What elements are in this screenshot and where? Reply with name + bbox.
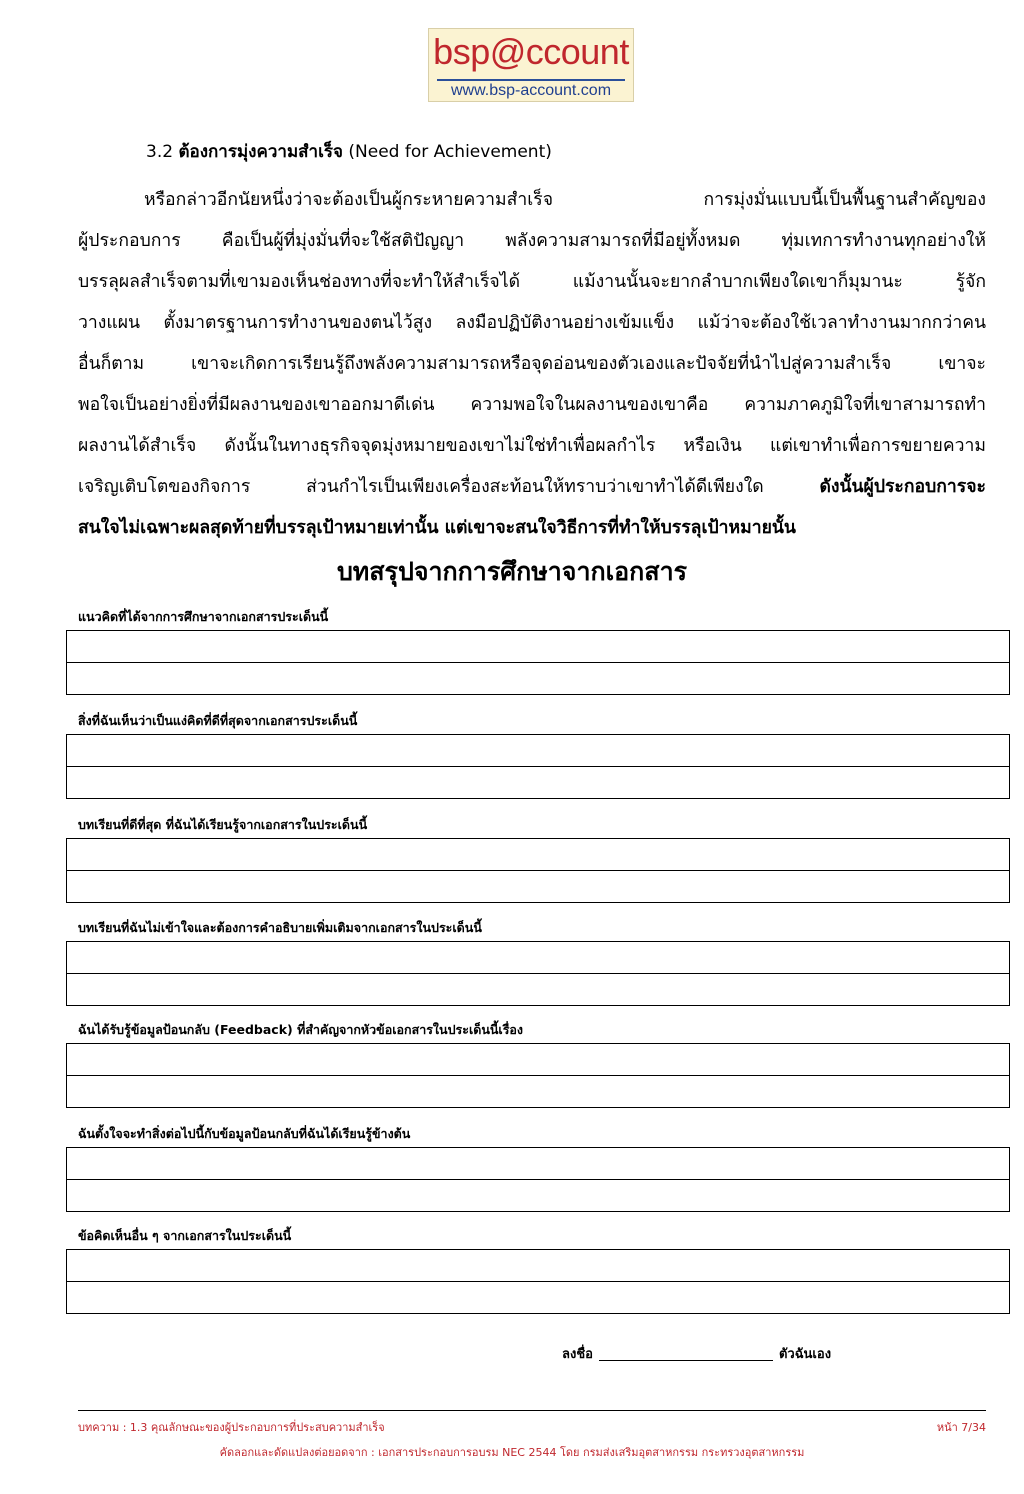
answer-box bbox=[66, 1147, 1010, 1212]
section-label: บทเรียนที่ฉันไม่เข้าใจและต้องการคำอธิบายเพิ่มเติมจากเอกสารในประเด็นนี้ bbox=[78, 920, 482, 935]
answer-box bbox=[66, 734, 1010, 799]
answer-box bbox=[66, 630, 1010, 695]
section-label: ข้อคิดเห็นอื่น ๆ จากเอกสารในประเด็นนี้ bbox=[78, 1228, 292, 1243]
body-line-text: เจริญเติบโตของกิจการ ส่วนกำไรเป็นเพียงเครื่องสะท้อนให้ทราบว่าเขาทำได้ดีเพียงใด bbox=[78, 477, 764, 497]
summary-title: บทสรุปจากการศึกษาจากเอกสาร bbox=[336, 557, 688, 586]
logo-text: bsp@ccount bbox=[433, 31, 629, 72]
heading-number: 3.2 bbox=[146, 142, 174, 162]
body-line: ผู้ประกอบการ คือเป็นผู้ที่มุ่งมั่นที่จะใช้สติปัญญา พลังความสามารถที่มีอยู่ทั้งหมด ทุ่มเทการทำงานทุกอย่างให้ bbox=[78, 231, 986, 251]
body-line-bold-text: ดังนั้นผู้ประกอบการจะ bbox=[819, 477, 987, 497]
heading-title-en: (Need for Achievement) bbox=[348, 142, 552, 162]
company-logo bbox=[428, 28, 634, 102]
section-heading bbox=[146, 138, 552, 165]
summary-section bbox=[66, 711, 1010, 799]
footer-page-number: หน้า 7/34 bbox=[936, 1421, 986, 1434]
section-label: ฉันตั้งใจจะทำสิ่งต่อไปนี้กับข้อมูลป้อนกลับที่ฉันได้เรียนรู้ข้างต้น bbox=[78, 1126, 411, 1141]
section-label: แนวคิดที่ได้จากการศึกษาจากเอกสารประเด็นนี้ bbox=[78, 609, 329, 624]
answer-box bbox=[66, 1043, 1010, 1108]
answer-field[interactable] bbox=[67, 1044, 1009, 1075]
answer-field[interactable] bbox=[67, 1281, 1009, 1313]
summary-section bbox=[66, 815, 1010, 903]
section-label: บทเรียนที่ดีที่สุด ที่ฉันได้เรียนรู้จากเอกสารในประเด็นนี้ bbox=[78, 817, 368, 832]
footer-article-title: บทความ : 1.3 คุณลักษณะของผู้ประกอบการที่ประสบความสำเร็จ bbox=[78, 1421, 385, 1434]
body-line: อื่นก็ตาม เขาจะเกิดการเรียนรู้ถึงพลังความสามารถหรือจุดอ่อนของตัวเองและปัจจัยที่นำไปสู่ความสำเร็จ เขาจะ bbox=[78, 354, 986, 374]
signature-field[interactable] bbox=[599, 1360, 773, 1361]
answer-box bbox=[66, 838, 1010, 903]
heading-title-th: ต้องการมุ่งความสำเร็จ bbox=[178, 142, 343, 162]
answer-field[interactable] bbox=[67, 1148, 1009, 1179]
answer-field[interactable] bbox=[67, 973, 1009, 1005]
logo-divider bbox=[437, 79, 625, 81]
answer-field[interactable] bbox=[67, 870, 1009, 902]
answer-field[interactable] bbox=[67, 839, 1009, 870]
body-line: วางแผน ตั้งมาตรฐานการทำงานของตนไว้สูง ลงมือปฏิบัติงานอย่างเข้มแข็ง แม้ว่าจะต้องใช้เวลาทำงานมากกว่าคน bbox=[78, 313, 986, 333]
footer-divider bbox=[78, 1410, 986, 1411]
answer-field[interactable] bbox=[67, 631, 1009, 662]
answer-field[interactable] bbox=[67, 1250, 1009, 1281]
body-line: ผลงานได้สำเร็จ ดังนั้นในทางธุรกิจจุดมุ่งหมายของเขาไม่ใช่ทำเพื่อผลกำไร หรือเงิน แต่เขาทำเพื่อการขยายความ bbox=[78, 436, 986, 456]
body-line: พอใจเป็นอย่างยิ่งที่มีผลงานของเขาออกมาดีเด่น ความพอใจในผลงานของเขาคือ ความภาคภูมิใจที่เขาสามารถทำ bbox=[78, 395, 986, 415]
body-line-bold: สนใจไม่เฉพาะผลสุดท้ายที่บรรลุเป้าหมายเท่านั้น แต่เขาจะสนใจวิธีการที่ทำให้บรรลุเป้าหมายนั้น bbox=[78, 518, 796, 538]
answer-field[interactable] bbox=[67, 942, 1009, 973]
signature-suffix: ตัวฉันเอง bbox=[778, 1347, 832, 1362]
body-line: หรือกล่าวอีกนัยหนึ่งว่าจะต้องเป็นผู้กระหายความสำเร็จ การมุ่งมั่นแบบนี้เป็นพื้นฐานสำคัญของ bbox=[144, 190, 986, 210]
summary-section bbox=[66, 918, 1010, 1006]
logo-url: www.bsp-account.com bbox=[450, 82, 612, 99]
answer-field[interactable] bbox=[67, 766, 1009, 798]
answer-field[interactable] bbox=[67, 735, 1009, 766]
section-label: ฉันได้รับรู้ข้อมูลป้อนกลับ (Feedback) ที่สำคัญจากหัวข้อเอกสารในประเด็นนี้เรื่อง bbox=[78, 1022, 524, 1037]
summary-section bbox=[66, 1226, 1010, 1314]
summary-section bbox=[66, 607, 1010, 695]
body-line bbox=[78, 467, 986, 508]
section-label: สิ่งที่ฉันเห็นว่าเป็นแง่คิดที่ดีที่สุดจากเอกสารประเด็นนี้ bbox=[78, 713, 358, 728]
signature-label: ลงชื่อ bbox=[562, 1347, 593, 1362]
answer-field[interactable] bbox=[67, 1075, 1009, 1107]
summary-section bbox=[66, 1124, 1010, 1212]
summary-section bbox=[66, 1020, 1010, 1108]
signature-line bbox=[562, 1343, 831, 1364]
body-line: บรรลุผลสำเร็จตามที่เขามองเห็นช่องทางที่จะทำให้สำเร็จได้ แม้งานนั้นจะยากลำบากเพียงใดเขาก็มุมานะ รู้จัก bbox=[78, 272, 986, 292]
footer-credit: คัดลอกและดัดแปลงต่อยอดจาก : เอกสารประกอบการอบรม NEC 2544 โดย กรมส่งเสริมอุตสาหกรรม กระทรวงอุตสาหกรรม bbox=[219, 1446, 805, 1459]
answer-box bbox=[66, 1249, 1010, 1314]
answer-field[interactable] bbox=[67, 662, 1009, 694]
answer-box bbox=[66, 941, 1010, 1006]
body-paragraph bbox=[78, 180, 986, 549]
answer-field[interactable] bbox=[67, 1179, 1009, 1211]
